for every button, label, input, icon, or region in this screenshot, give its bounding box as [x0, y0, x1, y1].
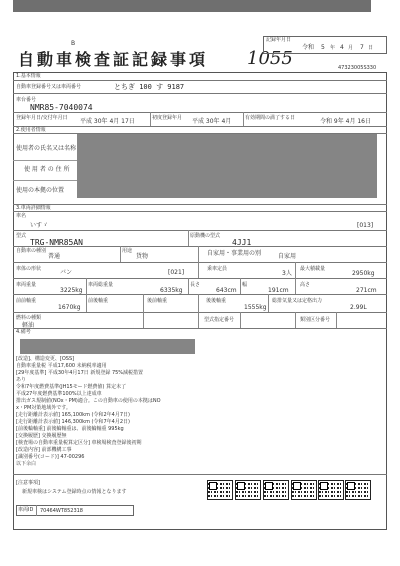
height-value: 271cm — [356, 287, 377, 294]
note-line: [走行距離計表示値] 165,100km (令和2年4月7日) — [16, 412, 130, 418]
note-line: [検査場の自動車重量税算定区分] 車検場検査登録後初期 — [16, 440, 142, 446]
front-front-axle-value: 1670kg — [58, 304, 81, 311]
note-line: 令和7年度燃費基準(JH15モード燃費値) 算定未了 — [16, 384, 127, 390]
fuel-value: 軽油 — [22, 322, 35, 329]
qr-code-4 — [291, 480, 317, 500]
body-value: バン — [60, 269, 73, 276]
month-unit: 月 — [348, 45, 354, 51]
max-load-value: 2950kg — [352, 270, 375, 277]
chassis-label: 車台番号 — [16, 97, 37, 103]
width-value: 191cm — [268, 287, 289, 294]
print-date-label: 記録年月日 — [266, 37, 292, 43]
maker-label: 車名 — [16, 213, 27, 219]
note-line: 平成27年度燃費基準100%以上達成車 — [16, 391, 102, 397]
car-id-label: 車両ID — [18, 507, 34, 513]
length-label: 長さ — [190, 282, 201, 288]
use-label: 用途 — [122, 248, 133, 254]
car-id-value: 70464WT852318 — [40, 508, 83, 514]
engine-label: 原動機の型式 — [190, 233, 221, 239]
use-value: 貨物 — [136, 253, 149, 260]
kind-label: 自動車の種別 — [16, 248, 47, 254]
business-label: 自家用・事業用の別 — [207, 250, 262, 257]
note-line: [改造]、構造変更、[OSS] — [16, 356, 75, 362]
displacement-label: 総排気量又は定格出力 — [272, 298, 323, 304]
width-label: 幅 — [242, 282, 248, 288]
height-label: 高さ — [300, 282, 311, 288]
length-value: 643cm — [216, 287, 237, 294]
year-unit: 年 — [330, 45, 336, 51]
notes-redaction — [20, 339, 195, 354]
note-line: 自動車重量税 平成17,600 未納税率適用 — [16, 363, 107, 369]
expiry-label: 有効期間の満了する日 — [245, 115, 296, 121]
note-line: [交換履歴] 交換履歴無 — [16, 433, 67, 439]
chassis-value: NMR85-7040074 — [30, 103, 93, 112]
body-label: 車体の形状 — [16, 266, 42, 272]
capacity-label: 乗車定員 — [207, 266, 228, 272]
section2-header: 2.使用者情報 — [16, 127, 46, 133]
qr-code-1 — [207, 480, 233, 500]
model-label: 型式 — [16, 233, 27, 239]
rear-rear-axle-value: 1555kg — [244, 304, 267, 311]
doc-number: 1055 — [247, 48, 293, 69]
engine-value: 4JJ1 — [232, 238, 252, 247]
print-date-day: 7 — [360, 44, 364, 51]
first-year-label: 初度登録年月 — [152, 115, 183, 121]
first-reg-value: 平成 30年 4月 17日 — [80, 118, 135, 125]
weight-value: 3225kg — [60, 287, 83, 294]
note-line: [前後輪軸重] 前後輪軸重は、前後輪軸重 995kg — [16, 426, 124, 432]
qr-code-5 — [318, 480, 344, 500]
gross-label: 車両総重量 — [88, 282, 114, 288]
qr-code-2 — [235, 480, 261, 500]
first-reg-label: 登録年月日/交付年月日 — [16, 115, 68, 121]
weight-label: 車両重量 — [16, 282, 37, 288]
section1-header: 1.基本情報 — [16, 73, 41, 79]
displacement-value: 2.99L — [350, 304, 367, 311]
note-line: [改造内容] 前部機構工事 — [16, 447, 72, 453]
print-date-era: 令和 — [302, 44, 315, 51]
class-number-label: 類別区分番号 — [300, 317, 331, 323]
business-value: 自家用 — [278, 253, 297, 260]
qr-code-6 — [345, 480, 371, 500]
note-line: x・PM対策地域外です。 — [16, 405, 71, 411]
print-date-month: 4 — [340, 44, 344, 51]
page-title: 自動車検査証記録事項 — [18, 50, 209, 69]
top-redaction — [13, 0, 371, 12]
max-load-label: 最大積載量 — [300, 266, 326, 272]
reg-label: 自動車登録番号又は車両番号 — [16, 84, 82, 90]
section4-header: 4.備考 — [16, 329, 31, 335]
section3-header: 3.車両詳細情報 — [16, 205, 51, 211]
serial-number: 47323005S330 — [338, 65, 377, 71]
note-line: [29年度基準] 平成30年4月17日 新規登録 75%減税措置 — [16, 370, 144, 376]
user-address-label: 使 用 者 の 住 所 — [24, 166, 70, 173]
note-line: [走行距離計表示値] 146,300km (令和7年4月2日) — [16, 419, 130, 425]
note-line: 以下余白 — [16, 461, 37, 467]
rear-rear-axle-label: 後後軸重 — [206, 298, 227, 304]
capacity-value: 3人 — [282, 270, 292, 277]
note-line: 排出ガス規制値(NOx・PM)適合。この自動車の使用の本拠はNO — [16, 398, 161, 404]
kind-value: 普通 — [48, 253, 61, 260]
maker-value: いすゞ — [30, 222, 49, 229]
reg-value: とちぎ 100 す 9187 — [114, 83, 185, 91]
user-info-redaction — [77, 134, 377, 198]
notice-text: 新規車検はシステム登録時点の情報となります — [22, 489, 127, 495]
gross-value: 6335kg — [160, 287, 183, 294]
note-line: [識別番号(コード)] 47-00296 — [16, 454, 85, 460]
base-location-label: 使用の本拠の位置 — [16, 187, 65, 194]
qr-code-3 — [263, 480, 289, 500]
title-mark: B — [71, 40, 76, 47]
notice-header: [注意事項] — [16, 480, 40, 486]
body-code: [021] — [168, 269, 185, 276]
fuel-label: 燃料の種類 — [16, 315, 42, 321]
print-date-year: 5 — [321, 44, 325, 51]
day-unit: 日 — [368, 45, 374, 51]
note-line: あり — [16, 377, 27, 383]
type-number-label: 型式指定番号 — [204, 317, 235, 323]
model-value: TRG-NMR85AN — [30, 238, 83, 247]
front-rear-axle-label: 前後軸重 — [88, 298, 109, 304]
first-year-value: 平成 30年 4月 — [192, 118, 232, 125]
rear-front-axle-label: 後前軸重 — [147, 298, 168, 304]
user-name-label: 使用者の氏名又は名称 — [16, 145, 77, 152]
expiry-value: 令和 9年 4月 16日 — [320, 118, 371, 125]
maker-code: [013] — [357, 222, 374, 229]
front-front-axle-label: 前前軸重 — [16, 298, 37, 304]
